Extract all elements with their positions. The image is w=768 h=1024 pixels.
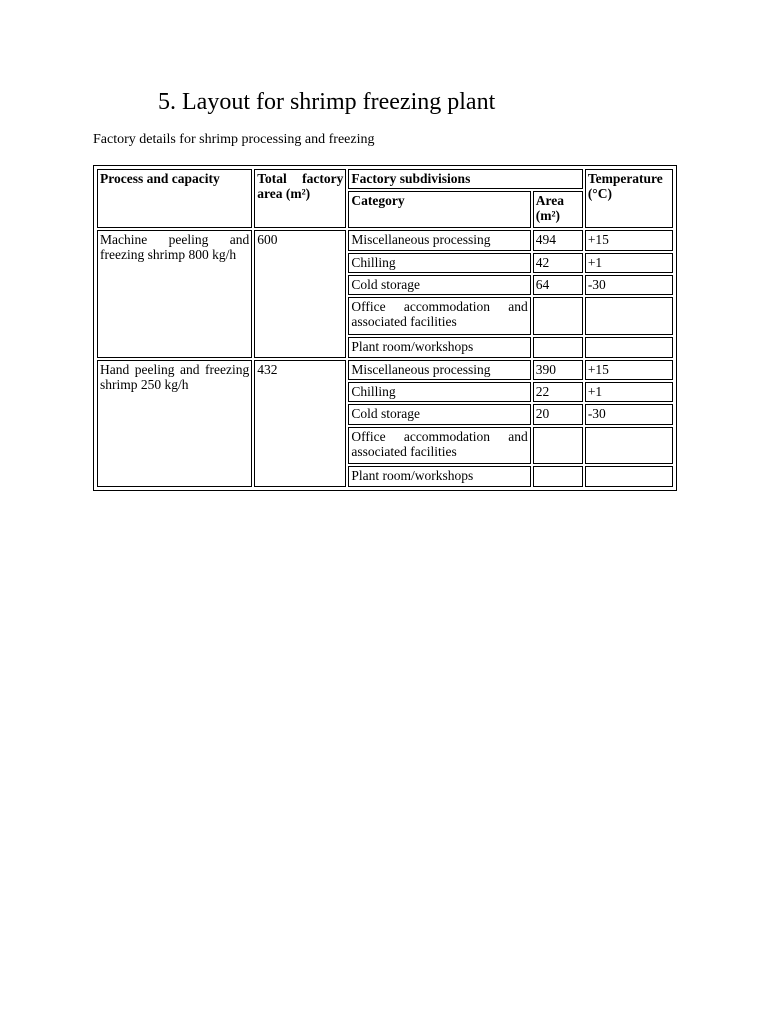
table-header-row [97,169,673,189]
temperature-cell: +1 [585,382,673,402]
area-cell [533,427,583,465]
table-row [97,360,673,380]
area-cell: 390 [533,360,583,380]
area-cell [533,337,583,357]
category-cell: Plant room/workshops [348,466,530,487]
category-cell: Office accommodation and associated facilities [348,297,530,335]
area-cell: 64 [533,275,583,295]
area-cell: 494 [533,230,583,250]
area-cell: 42 [533,253,583,273]
table-caption: Factory details for shrimp processing and freezing [93,132,375,147]
temperature-cell: +15 [585,230,673,250]
header-process: Process and capacity [97,169,252,228]
category-cell: Miscellaneous processing [348,360,530,380]
header-total-area: Total factory area (m²) [254,169,346,228]
area-cell [533,297,583,335]
temperature-cell: -30 [585,404,673,424]
total-area-cell: 432 [254,360,346,487]
temperature-cell: +15 [585,360,673,380]
temperature-cell [585,337,673,357]
header-subdivisions: Factory subdivisions [348,169,582,189]
area-cell [533,466,583,487]
process-cell: Machine peeling and freezing shrimp 800 kg/h [97,230,252,357]
process-cell: Hand peeling and freezing shrimp 250 kg/h [97,360,252,487]
table-row [97,230,673,250]
category-cell: Chilling [348,253,530,273]
temperature-cell: -30 [585,275,673,295]
total-area-cell: 600 [254,230,346,357]
category-cell: Plant room/workshops [348,337,530,357]
header-category: Category [348,191,530,228]
header-temperature: Temperature (°C) [585,169,673,228]
temperature-cell [585,297,673,335]
category-cell: Cold storage [348,275,530,295]
factory-details-table [95,167,675,489]
temperature-cell [585,466,673,487]
factory-table-frame [93,165,677,491]
page-title: 5. Layout for shrimp freezing plant [158,89,496,115]
category-cell: Miscellaneous processing [348,230,530,250]
area-cell: 20 [533,404,583,424]
temperature-cell: +1 [585,253,673,273]
category-cell: Office accommodation and associated facilities [348,427,530,465]
category-cell: Cold storage [348,404,530,424]
header-area: Area (m²) [533,191,583,228]
temperature-cell [585,427,673,465]
category-cell: Chilling [348,382,530,402]
area-cell: 22 [533,382,583,402]
